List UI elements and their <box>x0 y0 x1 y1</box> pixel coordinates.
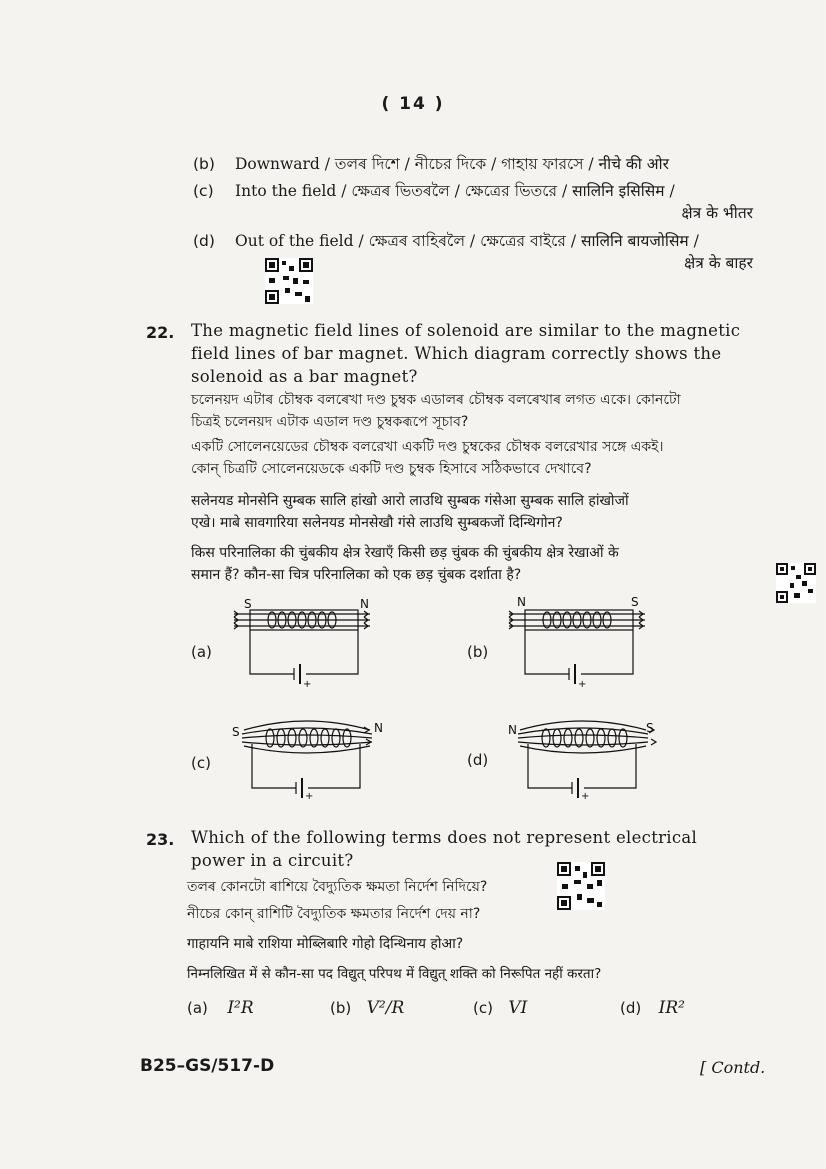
answer-option-c <box>473 998 527 1018</box>
option-label: (c) <box>193 182 214 200</box>
question-23-bengali: নীচের কোন্ রাশিটি বৈদ্যুতিক ক্ষমতার নির্দেশ দেয় না? <box>187 906 481 922</box>
question-line: কোন্ চিত্রটি সোলেনয়েডকে একটি দণ্ড চুম্বক হিসাবে সঠিকভাবে দেখাবে? <box>191 461 592 477</box>
question-line: Which of the following terms does not represent electrical <box>191 828 698 847</box>
answer-label: (d) <box>620 999 642 1017</box>
option-text-cont: क्षेत्र के भीतर <box>681 204 753 222</box>
solenoid-diagram-a <box>230 596 375 688</box>
option-label: (b) <box>193 155 215 173</box>
answer-option-b <box>330 998 404 1018</box>
answer-option-a <box>187 998 254 1018</box>
question-22-bengali <box>191 436 761 480</box>
question-line: solenoid as a bar magnet? <box>191 367 418 386</box>
question-22-hindi <box>191 542 761 586</box>
pole-label-n: N <box>517 595 526 609</box>
answer-value: V²/R <box>366 998 405 1018</box>
qr-code-icon <box>265 258 313 304</box>
question-23-assamese: তলৰ কোনটো ৰাশিয়ে বৈদ্যুতিক ক্ষমতা নির্দেশ নিদিয়ে? <box>187 879 488 895</box>
pole-label-s: S <box>232 725 240 739</box>
option-text: Downward / তলৰ দিশে / নীচের দিকে / গাহায় ফারসে / नीचे की ओर <box>235 155 669 173</box>
question-22-bodo <box>191 490 761 534</box>
diagram-label: (b) <box>467 643 489 661</box>
question-line: समान हैं? कौन-सा चित्र परिनालिका को एक छड़ चुंबक दर्शाता है? <box>191 567 522 583</box>
answer-label: (b) <box>330 999 352 1017</box>
question-line: किस परिनालिका की चुंबकीय क्षेत्र रेखाएँ किसी छड़ चुंबक की चुंबकीय क्षेत्र रेखाओं के <box>191 545 619 561</box>
answer-value: IR² <box>658 998 685 1018</box>
option-label: (d) <box>193 232 215 250</box>
question-22-english <box>191 319 753 388</box>
answer-label: (a) <box>187 999 208 1017</box>
question-23-english <box>191 826 757 872</box>
option-text-cont: क्षेत्र के बाहर <box>684 254 753 272</box>
question-number: 23. <box>146 830 175 849</box>
question-line: power in a circuit? <box>191 851 354 870</box>
pole-label-n: N <box>374 721 383 735</box>
battery-plus: + <box>578 679 587 690</box>
question-line: চলেনয়দ এটাৰ চৌম্বক বলৰেখা দণ্ড চুম্বক এডালৰ চৌম্বক বলৰেখাৰ লগত একে। কোনটো <box>191 392 681 408</box>
option-text: Into the field / ক্ষেত্ৰৰ ভিতৰলৈ / ক্ষেত্রের ভিতরে / सालिनि इसिसिम / <box>235 182 675 200</box>
option-b <box>193 153 753 175</box>
continued-label: [ Contd. <box>700 1058 766 1077</box>
pole-label-s: S <box>646 721 654 735</box>
battery-plus: + <box>581 791 590 802</box>
question-23-hindi: निम्नलिखित में से कौन-सा पद विद्युत् परिपथ में विद्युत् शक्ति को निरूपित नहीं करता? <box>187 966 602 982</box>
pole-label-n: N <box>360 597 369 611</box>
question-line: एखे। माबे सावगारिया सलेनयड मोनसेखौ गंसे लाउथि सुम्बकजों दिन्थिगोन? <box>191 515 563 531</box>
answer-value: VI <box>508 998 528 1018</box>
answer-option-d <box>620 998 685 1018</box>
question-line: The magnetic field lines of solenoid are similar to the magnetic <box>191 321 741 340</box>
diagram-label: (a) <box>191 643 212 661</box>
solenoid-diagram-c <box>230 708 383 802</box>
question-line: চিত্ৰই চলেনয়দ এটাক এডাল দণ্ড চুম্বকৰূপে সূচাব? <box>191 414 469 430</box>
solenoid-diagram-b <box>505 596 650 688</box>
pole-label-s: S <box>244 597 252 611</box>
diagram-label: (c) <box>191 754 211 772</box>
battery-plus: + <box>305 791 314 802</box>
diagram-label: (d) <box>467 751 489 769</box>
qr-code-icon <box>776 563 816 603</box>
option-c <box>193 180 753 224</box>
pole-label-n: N <box>508 723 517 737</box>
solenoid-diagram-d <box>506 708 658 800</box>
question-23-bodo: गाहायनि माबे राशिया मोब्लिबारि गोहो दिन्थिनाय होआ? <box>187 936 464 952</box>
battery-plus: + <box>303 679 312 690</box>
answer-label: (c) <box>473 999 493 1017</box>
page-number: ( 14 ) <box>381 94 445 114</box>
pole-label-s: S <box>631 595 639 609</box>
question-line: একটি সোলেনয়েডের চৌম্বক বলরেখা একটি দণ্ড চুম্বকের চৌম্বক বলরেখার সঙ্গে একই। <box>191 439 664 455</box>
paper-code: B25–GS/517-D <box>140 1056 275 1076</box>
answer-value: I²R <box>227 998 254 1018</box>
question-number: 22. <box>146 323 175 342</box>
option-text: Out of the field / ক্ষেত্ৰৰ বাহিৰলৈ / ক্ষেত্রের বাইরে / सालिनि बायजोसिम / <box>235 232 699 250</box>
question-22-assamese <box>191 389 761 433</box>
question-line: field lines of bar magnet. Which diagram correctly shows the <box>191 344 722 363</box>
question-line: सलेनयड मोनसेनि सुम्बक सालि हांखो आरो लाउथि सुम्बक गंसेआ सुम्बक सालि हांखोजों <box>191 493 629 509</box>
